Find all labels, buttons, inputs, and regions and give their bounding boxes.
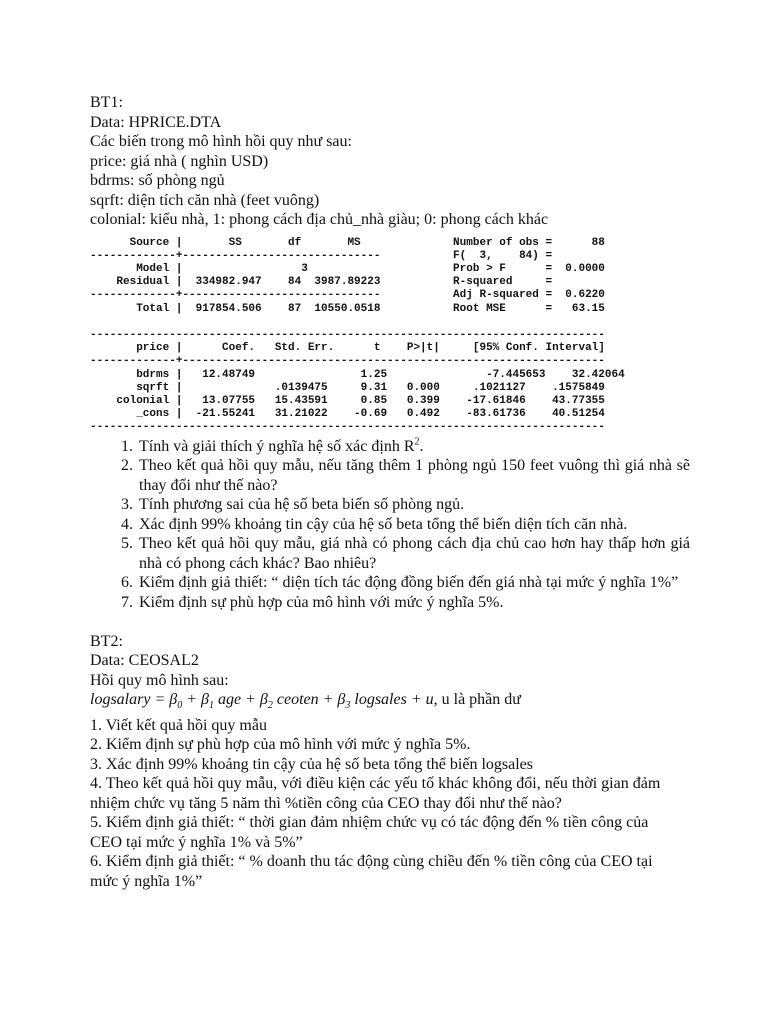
anova-residual-row: Residual | 334982.947 84 3987.89223 R-squared = xyxy=(90,276,553,289)
bt2-item-5-cont: CEO tại mức ý nghĩa 1% và 5%” xyxy=(90,833,303,851)
bt1-intro: Các biến trong mô hình hồi quy như sau: xyxy=(90,133,352,150)
bt1-question-4: 4. Xác định 99% khoảng tin cậy của hệ số beta tổng thể biến diện tích căn nhà. xyxy=(137,515,690,535)
bt2-item-3: 3. Xác định 99% khoảng tin cậy của hệ số beta tổng thể biến logsales xyxy=(90,755,533,773)
bt2-item-4-cont: nhiệm chức vụ tăng 5 năm thì %tiền công của CEO thay đổi như thế nào? xyxy=(90,794,562,812)
coef-row-bdrms: bdrms | 12.48749 1.25 -7.445653 32.42064 xyxy=(90,368,625,381)
bt2-intro: Hồi quy mô hình sau: xyxy=(90,671,229,689)
bt1-question-5: 5. Theo kết quả hồi quy mẫu, giá nhà có phong cách địa chủ cao hơn hay thấp hơn giá nhà có phong cách khác? Bao nhiêu? xyxy=(137,534,690,573)
bt1-variable-bdrms: bdrms: số phòng ngủ xyxy=(90,172,225,189)
coef-row-cons: _cons | -21.55241 31.21022 -0.69 0.492 -83.61736 40.51254 xyxy=(90,408,605,421)
document-body xyxy=(90,93,690,891)
bt2-item-2: 2. Kiểm định sự phù hợp của mô hình với mức ý nghĩa 5%. xyxy=(90,736,471,754)
coef-row-sqrft: sqrft | .0139475 9.31 0.000 .1021127 .1575849 xyxy=(90,381,605,394)
bt1-question-1: 1. Tính và giải thích ý nghĩa hệ số xác định $R^2$. xyxy=(137,437,690,457)
bt2-item-1: 1. Viết kết quả hồi quy mẫu xyxy=(90,716,267,734)
bt1-variable-price: price: giá nhà ( nghìn USD) xyxy=(90,152,269,170)
regression-formula: logsalary = $\beta_0 + \beta_1$ age + $\beta_2$ ceoten + $\beta_3$ logsales + u, u là phần dư xyxy=(90,691,521,712)
bt1-question-7: 7. Kiểm định sự phù hợp của mô hình với mức ý nghĩa 5%. xyxy=(137,593,690,613)
anova-header: Source | SS df MS Number of obs = 88 xyxy=(90,236,605,249)
bt2-item-4: 4. Theo kết quả hồi quy mẫu, với điều kiện các yếu tố khác không đổi, nếu thời gian đảm xyxy=(90,775,661,793)
regression-output xyxy=(90,237,690,435)
coef-table-mid-rule: -------------+---------------------------------------------------------------- xyxy=(90,355,605,368)
bt1-variable-colonial: colonial: kiểu nhà, 1: phong cách địa chủ_nhà giàu; 0: phong cách khác xyxy=(90,211,549,228)
bt1-data-line: Data: HPRICE.DTA xyxy=(90,113,222,131)
section-spacer xyxy=(90,612,690,632)
bt1-variable-sqrft: sqrft: diện tích căn nhà (feet vuông) xyxy=(90,191,320,209)
bt1-question-2: 2. Theo kết quả hồi quy mẫu, nếu tăng thêm 1 phòng ngủ 150 feet vuông thì giá nhà sẽ thay đổi như thế nào? xyxy=(137,456,690,495)
anova-separator: -------------+------------------------------ F( 3, 84) = xyxy=(90,249,553,262)
anova-separator: -------------+------------------------------ Adj R-squared = 0.6220 xyxy=(90,289,605,302)
bt2-item-5: 5. Kiểm định giả thiết: “ thời gian đảm nhiệm chức vụ có tác động đến % tiền công của xyxy=(90,814,649,832)
bt1-question-3: 3. Tính phương sai của hệ số beta biến số phòng ngủ. xyxy=(137,495,690,515)
anova-total-row: Total | 917854.506 87 10550.0518 Root MSE = 63.15 xyxy=(90,302,605,315)
bt1-heading: BT1: xyxy=(90,94,123,111)
coef-row-colonial: colonial | 13.07755 15.43591 0.85 0.399 -17.61846 43.77355 xyxy=(90,394,605,407)
bt1-question-list xyxy=(90,437,690,613)
coef-table-bottom-rule: ------------------------------------------------------------------------------ xyxy=(90,421,605,434)
coef-table-header: price | Coef. Std. Err. t P>|t| [95% Conf. Interval] xyxy=(90,342,605,355)
bt2-item-6: 6. Kiểm định giả thiết: “ % doanh thu tác động cùng chiều đến % tiền công của CEO tại xyxy=(90,853,653,871)
bt2-data-line: Data: CEOSAL2 xyxy=(90,652,199,670)
coef-table-top-rule: ------------------------------------------------------------------------------ xyxy=(90,328,605,341)
anova-model-row: Model | 3 Prob > F = 0.0000 xyxy=(90,262,605,275)
bt1-question-6: 6. Kiểm định giả thiết: “ diện tích tác động đồng biến đến giá nhà tại mức ý nghĩa 1%” xyxy=(137,573,690,593)
bt2-item-6-cont: mức ý nghĩa 1%” xyxy=(90,872,203,890)
bt2-heading: BT2: xyxy=(90,632,123,650)
